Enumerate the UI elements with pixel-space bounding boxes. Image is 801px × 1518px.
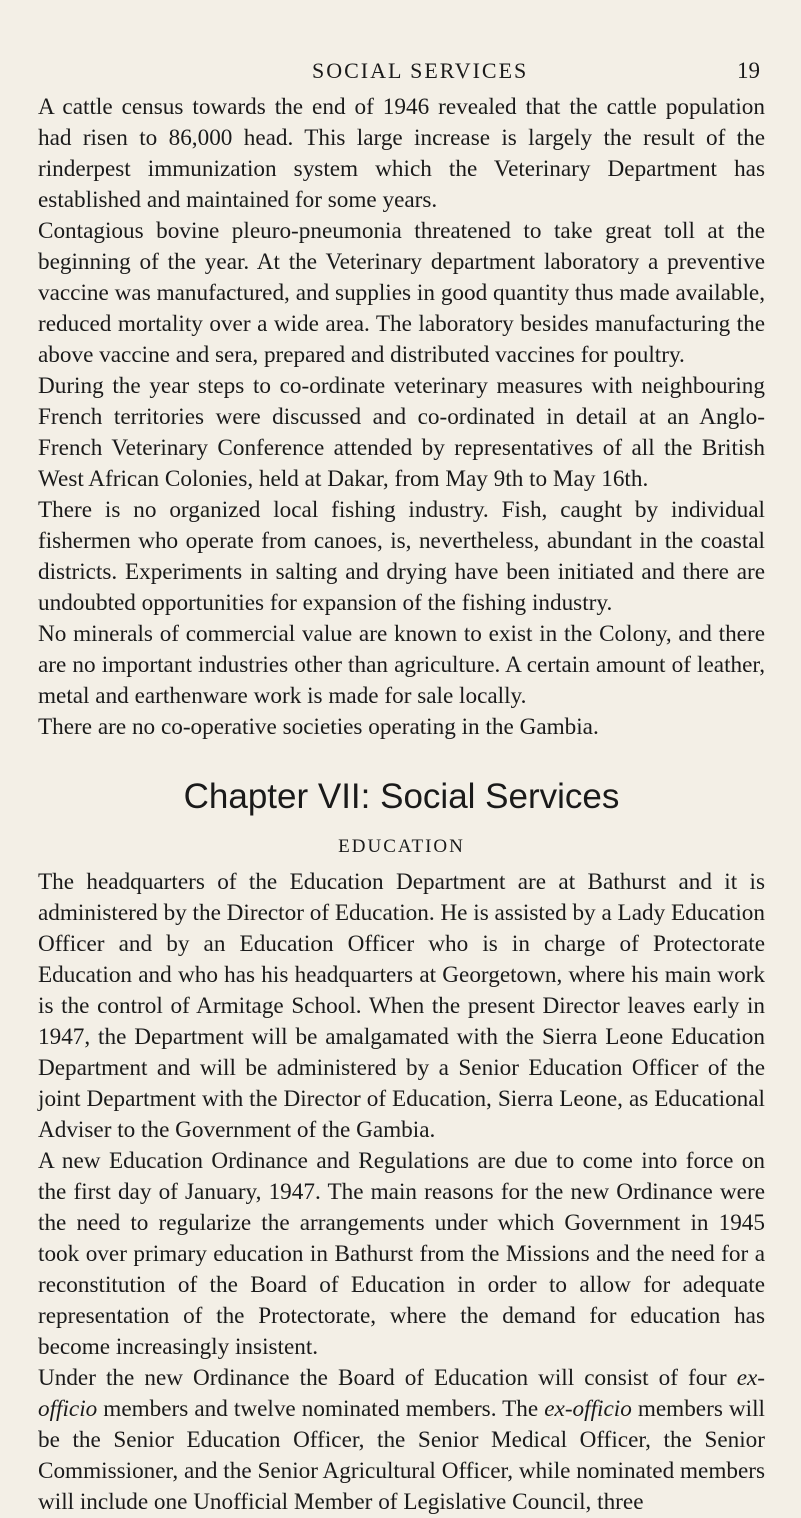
text-run: members will be the Senior Education Officer, the Senior Medical Officer, the Senior Commissioner, and the Senior Agricultural Officer, while nominated members will include one Unofficial Member of Legislative Council, three bbox=[38, 1396, 765, 1515]
paragraph: Contagious bovine pleuro-pneumonia threatened to take great toll at the beginning of the year. At the Veterinary department laboratory a preventive vaccine was manufactured, and supplies in good quantity thus made available, reduced mortality over a wide area. The laboratory besides manufacturing the above vaccine and sera, prepared and distributed vaccines for poultry. bbox=[38, 218, 765, 368]
paragraph: The headquarters of the Education Department are at Bathurst and it is administered by the Director of Education. He is assisted by a Lady Education Officer and by an Education Officer who is in charge of Protectorate Education and who has his headquarters at Georgetown, where his main work is the control of Armitage School. When the present Director leaves early in 1947, the Department will be amalgamated with the Sierra Leone Education Department and will be administered by a Senior Education Officer of the joint Department with the Director of Education, Sierra Leone, as Educational Adviser to the Government of the Gambia. bbox=[38, 869, 765, 1143]
paragraph: There is no organized local fishing industry. Fish, caught by individual fishermen who operate from canoes, is, nevertheless, abundant in the coastal districts. Experiments in salting and drying have been initiated and there are undoubted opportunities for expansion of the fishing industry. bbox=[38, 497, 765, 616]
italic-term: ex-officio bbox=[38, 1365, 765, 1422]
chapter-title: Chapter VII: Social Services bbox=[183, 777, 620, 816]
paragraph: There are no co-operative societies operating in the Gambia. bbox=[38, 714, 599, 740]
running-head bbox=[60, 58, 760, 88]
text-run: members and twelve nominated members. The bbox=[97, 1396, 545, 1422]
running-title: SOCIAL SERVICES bbox=[312, 58, 529, 83]
page-number: 19 bbox=[737, 58, 760, 83]
paragraph: During the year steps to co-ordinate veterinary measures with neighbouring French territories were discussed and co-ordinated in detail at an Anglo-French Veterinary Conference attended by representatives of all the British West African Colonies, held at Dakar, from May 9th to May 16th. bbox=[38, 373, 765, 492]
body-text bbox=[38, 92, 765, 1518]
paragraph bbox=[38, 1363, 765, 1518]
italic-term: ex-officio bbox=[544, 1396, 632, 1422]
text-run: Under the new Ordinance the Board of Education will consist of four bbox=[38, 1365, 737, 1391]
paragraph: A cattle census towards the end of 1946 revealed that the cattle population had risen to 86,000 head. This large increase is largely the result of the rinderpest immunization system which the Veterinary Department has established and maintained for some years. bbox=[38, 94, 765, 213]
paragraph: No minerals of commercial value are known to exist in the Colony, and there are no important industries other than agriculture. A certain amount of leather, metal and earthenware work is made for sale locally. bbox=[38, 621, 765, 709]
paragraph: A new Education Ordinance and Regulations are due to come into force on the first day of January, 1947. The main reasons for the new Ordinance were the need to regularize the arrangements under which Government in 1945 took over primary education in Bathurst from the Missions and the need for a reconstitution of the Board of Education in order to allow for adequate representation of the Protectorate, where the demand for education has become increasingly insistent. bbox=[38, 1148, 765, 1360]
section-heading: EDUCATION bbox=[338, 836, 465, 857]
